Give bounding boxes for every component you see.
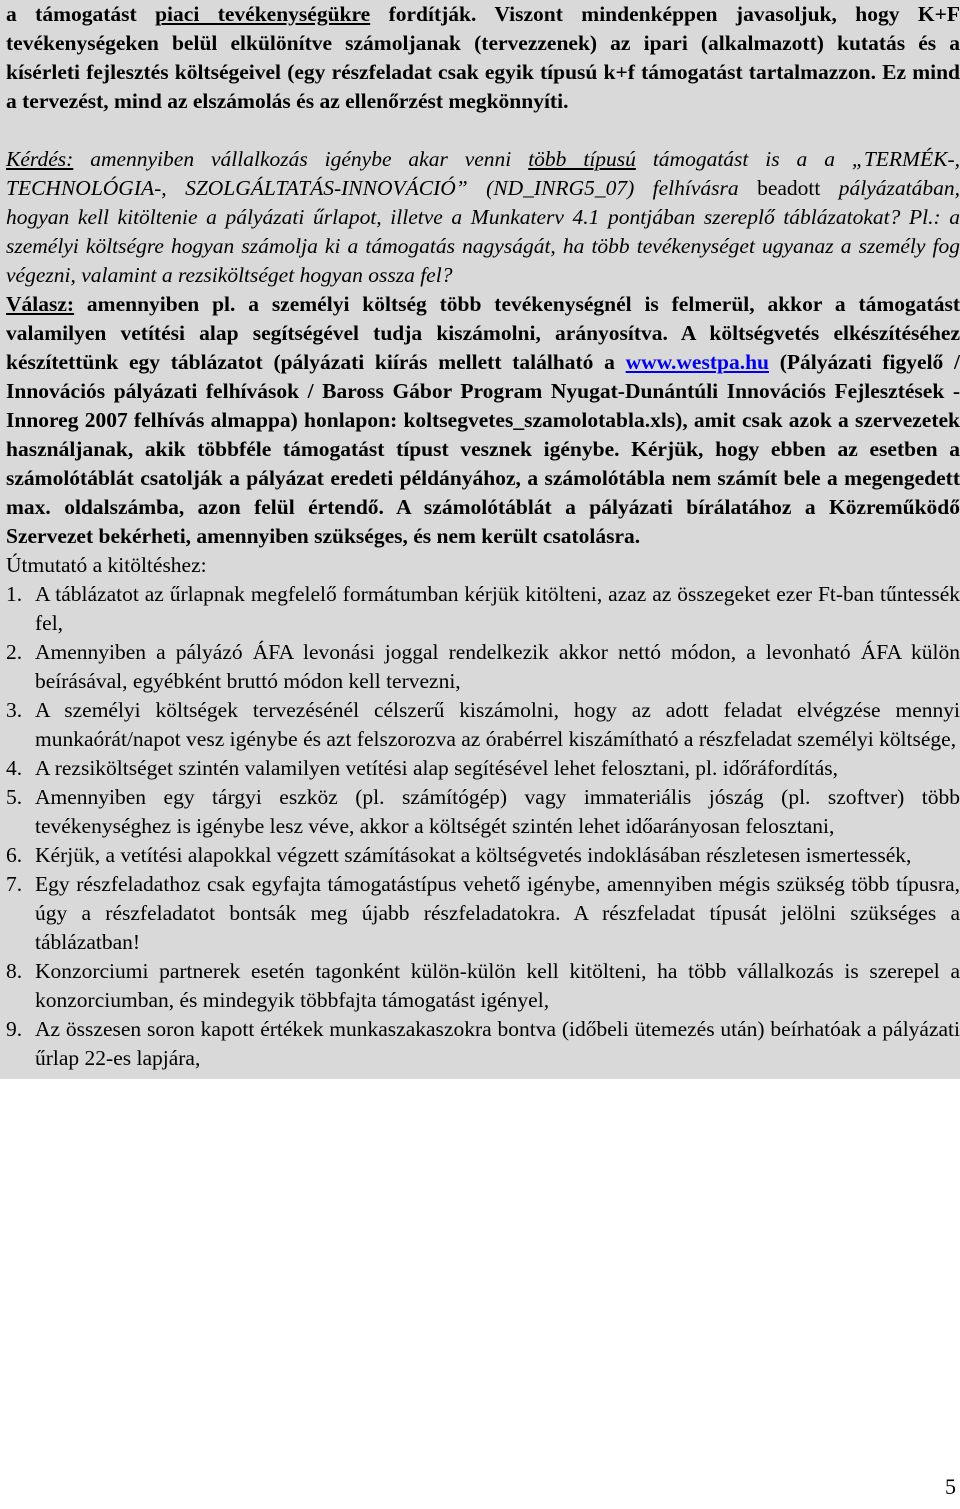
westpa-link[interactable]: www.westpa.hu bbox=[625, 350, 769, 374]
intro-text-b: fordítják. Viszont mindenképpen javasoljuk, hogy K+F tevékenységeken belül elkülönítve számoljanak (tervezzenek) az ipari (alkalmazott) kutatás és a kísérleti fejlesztés költségeivel (egy részfeladat csak egyik típusú k+f támogatást tartalmazzon. Ez mind a tervezést, mind az elszámolás és az ellenőrzést megkönnyíti. bbox=[6, 2, 960, 113]
item-number: 1. bbox=[6, 582, 23, 606]
item-text: Kérjük, a vetítési alapokkal végzett számításokat a költségvetés indoklásában részletesen ismertessék, bbox=[35, 843, 912, 867]
answer-text-b: (Pályázati figyelő / Innovációs pályázati felhívások / Baross Gábor Program Nyugat-Dunántúli Innovációs Fejlesztések - Innoreg 2007 felhívás almappa) honlapon: koltsegvetes_szamolotabla.xls), amit csak azok a szervezetek használjanak, akik többféle támogatást típust vesznek igénybe. Kérjük, hogy ebben az esetben a számolótáblát csatolják a pályázat eredeti példányához, a számolótábla nem számít bele a megengedett max. oldalszámba, azon felül értendő. A számolótáblát a pályázati bírálatához a Közreműködő Szervezet bekérheti, amennyiben szükséges, és nem került csatolásra. bbox=[6, 350, 960, 548]
item-text: A rezsiköltséget szintén valamilyen vetítési alap segítésével lehet felosztani, pl. időráfordítás, bbox=[35, 756, 839, 780]
list-item bbox=[6, 783, 960, 841]
item-number: 4. bbox=[6, 756, 23, 780]
item-text: Amennyiben a pályázó ÁFA levonási joggal rendelkezik akkor nettó módon, a levonható ÁFA külön beírásával, egyébként bruttó módon kell tervezni, bbox=[35, 640, 960, 693]
item-text: Az összesen soron kapott értékek munkaszakaszokra bontva (időbeli ütemezés után) beírhatóak a pályázati űrlap 22-es lapjára, bbox=[35, 1017, 960, 1070]
list-item bbox=[6, 1015, 960, 1073]
item-text: Amennyiben egy tárgyi eszköz (pl. számítógép) vagy immateriális jószág (pl. szoftver) több tevékenységhez is igénybe lesz véve, akkor a költségét szintén lehet időarányosan felosztani, bbox=[35, 785, 960, 838]
question-underlined: több típusú bbox=[528, 147, 636, 171]
item-text: Konzorciumi partnerek esetén tagonként külön-külön kell kitölteni, ha több vállalkozás is szerepel a konzorciumban, és mindegyik többfajta támogatást igényel, bbox=[35, 959, 960, 1012]
paragraph-gap bbox=[0, 116, 960, 145]
intro-text-a: a támogatást bbox=[6, 2, 156, 26]
answer-text-a: amennyiben pl. a személyi költség több tevékenységnél is felmerül, akkor a támogatást valamilyen vetítési alap segítségével tudja kiszámolni, arányosítva. A költségvetés elkészítéséhez készítettünk egy táblázatot (pályázati kiírás mellett található a bbox=[6, 292, 960, 374]
question-text-a: amennyiben vállalkozás igénybe akar venni bbox=[73, 147, 529, 171]
item-number: 5. bbox=[6, 785, 23, 809]
question-text-d: pályázatában, hogyan kell kitöltenie a pályázati űrlapot, illetve a Munkaterv 4.1 pontjában szereplő táblázatokat? Pl.: a személyi költségre hogyan számolja ki a támogatás nagyságát, ha több tevékenységet ugyanaz a személy fog végezni, valamint a rezsiköltséget hogyan ossza fel? bbox=[6, 176, 960, 287]
list-item bbox=[6, 841, 960, 870]
list-item bbox=[6, 638, 960, 696]
question-text-b: támogatást is a a „TERMÉK-, TECHNOLÓGIA-, SZOLGÁLTATÁS-INNOVÁCIÓ” (ND_INRG5_07) felhívásra bbox=[6, 147, 960, 200]
list-bottom-gap bbox=[0, 1073, 960, 1079]
answer-label: Válasz: bbox=[6, 292, 75, 316]
item-number: 7. bbox=[6, 872, 23, 896]
item-number: 2. bbox=[6, 640, 23, 664]
item-number: 6. bbox=[6, 843, 23, 867]
item-number: 8. bbox=[6, 959, 23, 983]
guide-list bbox=[0, 580, 960, 1073]
list-item bbox=[6, 696, 960, 754]
list-item bbox=[6, 870, 960, 957]
intro-underlined: piaci tevékenységükre bbox=[155, 2, 371, 26]
answer-paragraph bbox=[0, 290, 960, 551]
question-text-c: beadott bbox=[757, 176, 821, 200]
item-text: A személyi költségek tervezésénél célszerű kiszámolni, hogy az adott feladat elvégzése mennyi munkaórát/napot vesz igénybe és azt felszorozva az órabérrel kiszámítható a részfeladat személyi költsége, bbox=[35, 698, 960, 751]
item-number: 3. bbox=[6, 698, 23, 722]
intro-paragraph bbox=[0, 0, 960, 116]
item-text: Egy részfeladathoz csak egyfajta támogatástípus vehető igénybe, amennyiben mégis szükség több típusra, úgy a részfeladatot bontsák meg újabb részfeladatokra. A részfeladat típusát jelölni szükséges a táblázatban! bbox=[35, 872, 960, 954]
page-number: 5 bbox=[945, 1474, 956, 1499]
list-item bbox=[6, 580, 960, 638]
list-item bbox=[6, 957, 960, 1015]
guide-title: Útmutató a kitöltéshez: bbox=[0, 551, 960, 580]
question-label: Kérdés: bbox=[6, 147, 74, 171]
list-item bbox=[6, 754, 960, 783]
question-paragraph bbox=[0, 145, 960, 290]
item-number: 9. bbox=[6, 1017, 23, 1041]
item-text: A táblázatot az űrlapnak megfelelő formátumban kérjük kitölteni, azaz az összegeket ezer Ft-ban tűntessék fel, bbox=[35, 582, 960, 635]
